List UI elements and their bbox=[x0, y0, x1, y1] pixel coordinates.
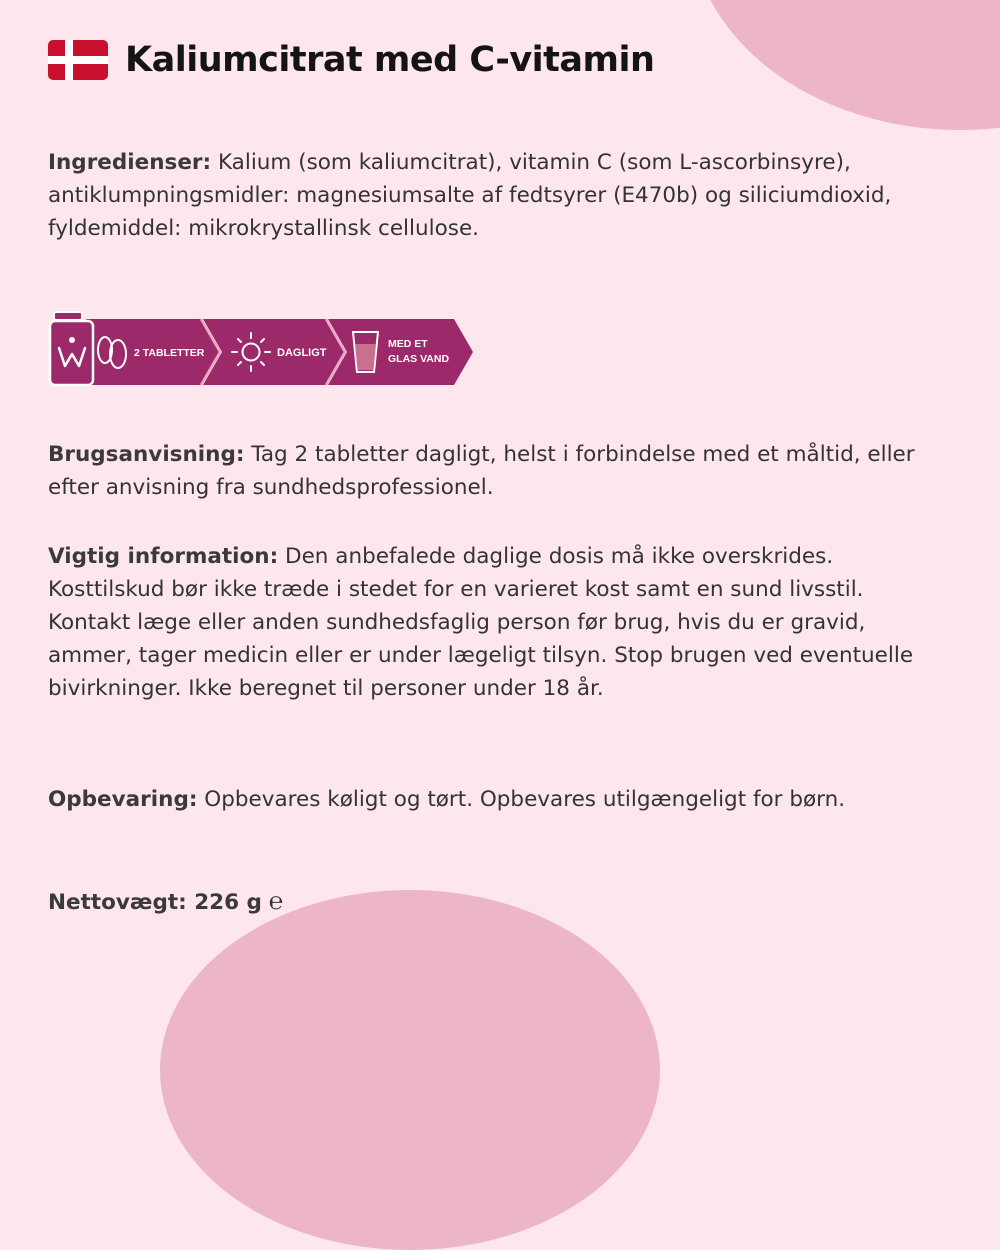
usage-text: Tag 2 tabletter dagligt, helst i forbindelse med et måltid, eller efter anvisning fra sundhedsprofessionel. bbox=[48, 442, 915, 500]
denmark-flag-icon bbox=[48, 40, 108, 80]
step-3-label-line2: GLAS VAND bbox=[388, 353, 450, 365]
estimated-sign-icon: ℮ bbox=[268, 887, 284, 915]
ingredients-text: Kalium (som kaliumcitrat), vitamin C (som L-ascorbinsyre), antiklumpningsmidler: magnesiumsalte af fedtsyrer (E470b) og siliciumdioxid, fyldemiddel: mikrokrystallinsk cellulose. bbox=[48, 150, 892, 241]
net-weight-section bbox=[48, 885, 648, 919]
storage-section bbox=[48, 783, 868, 816]
step-2-label: DAGLIGT bbox=[277, 347, 327, 359]
usage-section bbox=[48, 438, 928, 504]
step-1-label: 2 TABLETTER bbox=[134, 347, 205, 359]
important-info-text: Den anbefalede daglige dosis må ikke overskrides. Kosttilskud bør ikke træde i stedet for en varieret kost samt en sund livsstil. Kontakt læge eller anden sundhedsfaglig person før brug, hvis du er gravid, ammer, tager medicin eller er under lægeligt tilsyn. Stop brugen ved eventuelle bivirkninger. Ikke beregnet til personer under 18 år. bbox=[48, 544, 914, 701]
supplement-jar-icon bbox=[50, 312, 93, 385]
decorative-blob-bottom bbox=[160, 890, 660, 1250]
banner-step-3 bbox=[328, 319, 473, 385]
storage-text: Opbevares køligt og tørt. Opbevares utilgængeligt for børn. bbox=[197, 787, 846, 812]
ingredients-label: Ingredienser: bbox=[48, 150, 212, 175]
page-title: Kaliumcitrat med C-vitamin bbox=[125, 40, 655, 80]
page-header bbox=[48, 40, 654, 80]
usage-banner bbox=[48, 310, 478, 390]
important-info-section bbox=[48, 540, 948, 705]
step-3-label-line1: MED ET bbox=[388, 338, 428, 350]
decorative-blob-top bbox=[690, 0, 1000, 130]
net-weight-label: Nettovægt: 226 g bbox=[48, 890, 262, 915]
storage-label: Opbevaring: bbox=[48, 787, 198, 812]
usage-label: Brugsanvisning: bbox=[48, 442, 245, 467]
important-info-label: Vigtig information: bbox=[48, 544, 279, 569]
ingredients-section bbox=[48, 146, 978, 245]
